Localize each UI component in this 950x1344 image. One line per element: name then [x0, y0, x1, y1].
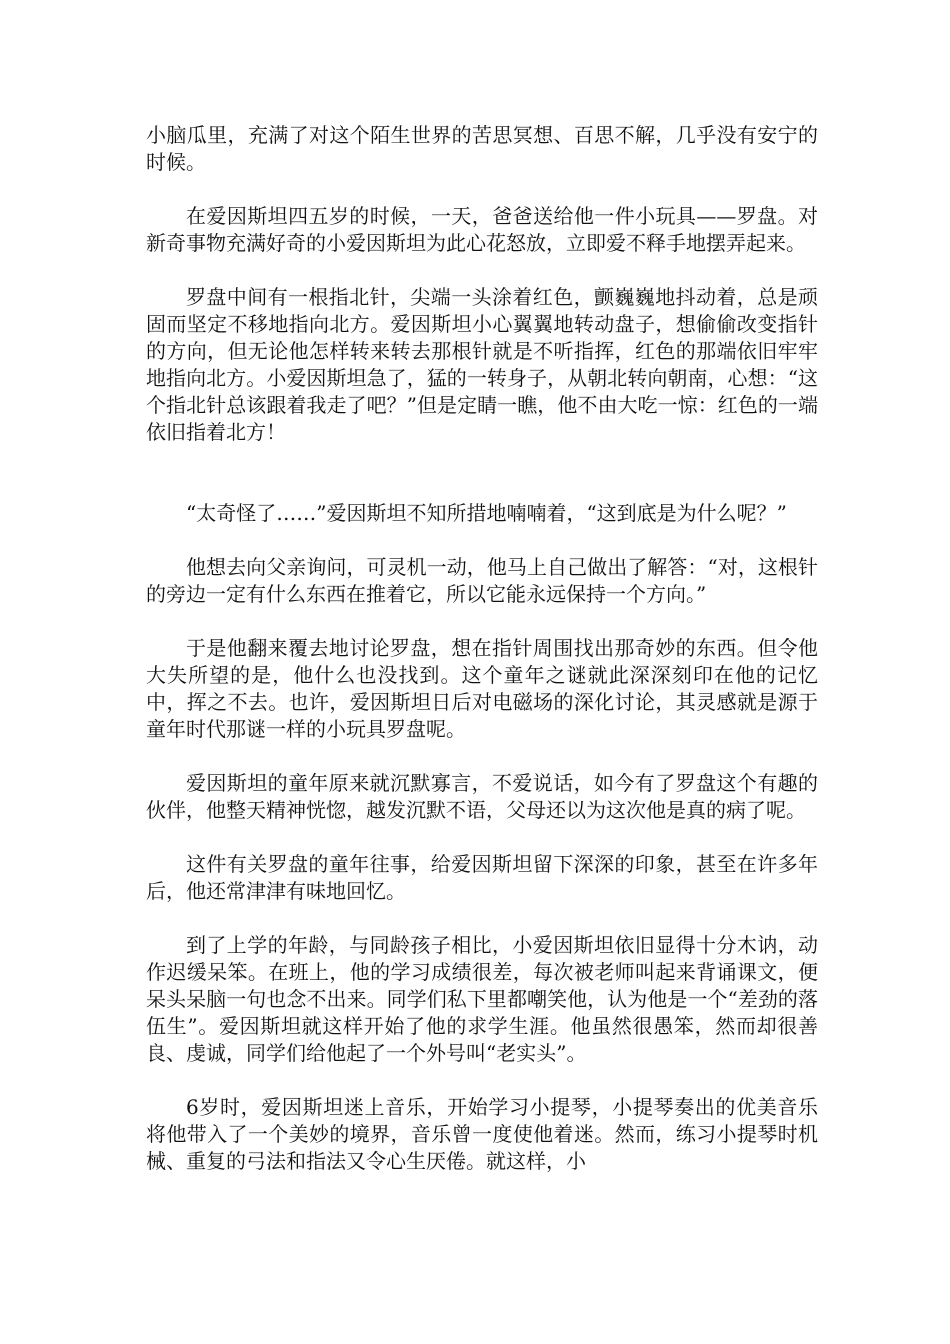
paragraph-4: “太奇怪了……”爱因斯坦不知所措地喃喃着，“这到底是为什么呢？” [186, 501, 787, 525]
paragraph-7: 爱因斯坦的童年原来就沉默寡言，不爱说话，如今有了罗盘这个有趣的伙伴，他整天精神恍惚，越发沉默不语，父母还以为这次他是真的病了呢。 [146, 771, 818, 822]
paragraph-10: 6岁时，爱因斯坦迷上音乐，开始学习小提琴，小提琴奏出的优美音乐将他带入了一个美妙的境界，音乐曾一度使他着迷。然而，练习小提琴时机械、重复的弓法和指法又令心生厌倦。就这样，小 [146, 1095, 818, 1173]
paragraph-8: 这件有关罗盘的童年往事，给爱因斯坦留下深深的印象，甚至在许多年后，他还常津津有味地回忆。 [146, 852, 818, 903]
paragraph-6: 于是他翻来覆去地讨论罗盘，想在指针周围找出那奇妙的东西。但令他大失所望的是，他什么也没找到。这个童年之谜就此深深刻印在他的记忆中，挥之不去。也许，爱因斯坦日后对电磁场的深化讨论，其灵感就是源于童年时代那谜一样的小玩具罗盘呢。 [146, 636, 818, 741]
paragraph-5: 他想去向父亲询问，可灵机一动，他马上自己做出了解答：“对，这根针的旁边一定有什么东西在推着它，所以它能永远保持一个方向。” [146, 555, 818, 606]
paragraph-2: 在爱因斯坦四五岁的时候，一天，爸爸送给他一件小玩具——罗盘。对新奇事物充满好奇的小爱因斯坦为此心花怒放，立即爱不释手地摆弄起来。 [146, 204, 818, 255]
paragraph-9: 到了上学的年龄，与同龄孩子相比，小爱因斯坦依旧显得十分木讷，动作迟缓呆笨。在班上，他的学习成绩很差，每次被老师叫起来背诵课文，便呆头呆脑一句也念不出来。同学们私下里都嘲笑他，认为他是一个“差劲的落伍生”。爱因斯坦就这样开始了他的求学生涯。他虽然很愚笨，然而却很善良、虔诚，同学们给他起了一个外号叫“老实头”。 [146, 933, 818, 1065]
paragraph-1: 小脑瓜里，充满了对这个陌生世界的苦思冥想、百思不解，几乎没有安宁的时候。 [146, 123, 818, 174]
paragraph-3: 罗盘中间有一根指北针，尖端一头涂着红色，颤巍巍地抖动着，总是顽固而坚定不移地指向北方。爱因斯坦小心翼翼地转动盘子，想偷偷改变指针的方向，但无论他怎样转来转去那根针就是不听指挥，红色的那端依旧牢牢地指向北方。小爱因斯坦急了，猛的一转身子，从朝北转向朝南，心想：“这个指北针总该跟着我走了吧？”但是定睛一瞧，他不由大吃一惊：红色的一端依旧指着北方！ [146, 285, 818, 444]
document-body [146, 122, 818, 1202]
